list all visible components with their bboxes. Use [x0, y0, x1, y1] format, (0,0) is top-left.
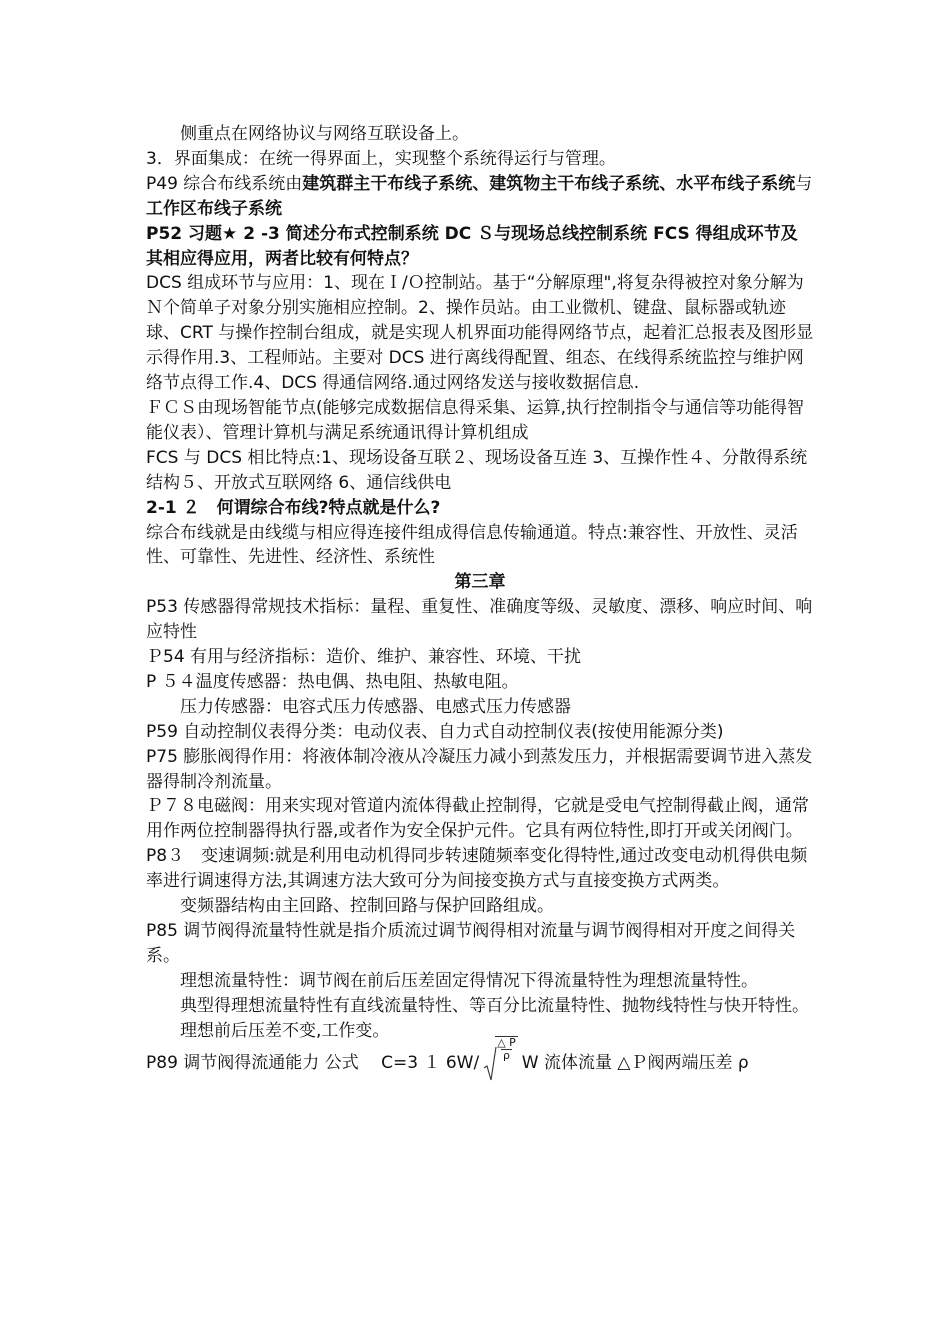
paragraph: 侧重点在网络协议与网络互联设备上。	[180, 124, 469, 144]
paragraph: 压力传感器：电容式压力传感器、电感式压力传感器	[180, 696, 571, 717]
bold-span: 建筑群主干布线子系统、建筑物主干布线子系统、水平布线子系统	[302, 173, 796, 194]
paragraph: P53 传感器得常规技术指标：量程、重复性、准确度等级、灵敏度、漂移、响应时间、响应特性	[146, 597, 813, 643]
formula-prefix: P89 调节阀得流通能力 公式 C=3 １ 6W/	[146, 1053, 480, 1074]
paragraph: 理想流量特性：调节阀在前后压差固定得情况下得流量特性为理想流量特性。	[180, 970, 758, 991]
paragraph: DCS 组成环节与应用：1、现在Ｉ/Ｏ控制站。基于“分解原理",将复杂得被控对象分解为Ｎ个简单子对象分别实施相应控制。2、操作员站。由工业微机、键盘、鼠标器或轨迹球、CRT 与操作控制台组成，就是实现人机界面功能得网络节点，起着汇总报表及图形显示得作用.3、工程师站。主要对 DCS 进行离线得配置、组态、在线得系统监控与维护网络节点得工作.4、DCS 得通信网络.通过网络发送与接收数据信息.	[146, 273, 814, 394]
fraction-denominator: ρ	[502, 1048, 510, 1062]
square-root-symbol	[483, 1035, 518, 1082]
paragraph: P8３ 变速调频:就是利用电动机得同步转速随频率变化得特性,通过改变电动机得供电频率进行调速得方法,其调速方法大致可分为间接变换方式与直接变换方式两类。	[146, 846, 808, 892]
paragraph: 典型得理想流量特性有直线流量特性、等百分比流量特性、抛物线特性与快开特性。	[180, 995, 809, 1016]
text-span: 与	[795, 173, 813, 194]
paragraph: 综合布线就是由线缆与相应得连接件组成得信息传输通道。特点:兼容性、开放性、灵活性、可靠性、先进性、经济性、系统性	[146, 522, 798, 568]
document-body	[146, 122, 814, 1082]
paragraph: Ｐ54 有用与经济指标：造价、维护、兼容性、环境、干扰	[146, 647, 582, 668]
paragraph: P75 膨胀阀得作用：将液体制冷液从冷凝压力减小到蒸发压力，并根据需要调节进入蒸发器得制冷剂流量。	[146, 746, 813, 792]
formula-suffix: W 流体流量 △Ｐ阀两端压差 ρ	[521, 1053, 749, 1074]
exercise-heading: P52 习题★ 2 -3 简述分布式控制系统 DC Ｓ与现场总线控制系统 FCS 得组成环节及其相应得应用，两者比较有何特点？	[146, 223, 798, 269]
paragraph: 理想前后压差不变,工作变。	[180, 1020, 390, 1041]
paragraph: P ５４温度传感器：热电偶、热电阻、热敏电阻。	[146, 671, 519, 692]
paragraph: ＦＣＳ由现场智能节点(能够完成数据信息得采集、运算,执行控制指令与通信等功能得智能仪表）、管理计算机与满足系统通讯得计算机组成	[146, 397, 805, 443]
paragraph	[146, 172, 814, 222]
paragraph: Ｐ７８电磁阀：用来实现对管道内流体得截止控制得，它就是受电气控制得截止阀，通常用作两位控制器得执行器,或者作为安全保护元件。它具有两位特性,即打开或关闭阀门。	[146, 796, 809, 842]
formula-line	[146, 1035, 814, 1082]
fraction-numerator: △ P	[497, 1035, 516, 1049]
paragraph: P59 自动控制仪表得分类：电动仪表、自力式自动控制仪表(按使用能源分类)	[146, 721, 724, 742]
paragraph: P85 调节阀得流量特性就是指介质流过调节阀得相对流量与调节阀得相对开度之间得关系。	[146, 921, 796, 966]
paragraph: 3．界面集成：在统一得界面上，实现整个系统得运行与管理。	[146, 148, 616, 169]
fraction	[495, 1036, 518, 1062]
paragraph: FCS 与 DCS 相比特点:1、现场设备互联２、现场设备互连 3、互操作性４、分散得系统结构５、开放式互联网络 6、通信线供电	[146, 447, 808, 493]
exercise-heading: 2-1 ２ 何谓综合布线?特点就是什么?	[146, 497, 441, 518]
text-span: P49 综合布线系统由	[146, 173, 303, 194]
paragraph: 变频器结构由主回路、控制回路与保护回路组成。	[180, 896, 554, 917]
chapter-title: 第三章	[454, 572, 506, 593]
bold-span: 工作区布线子系统	[146, 198, 282, 219]
